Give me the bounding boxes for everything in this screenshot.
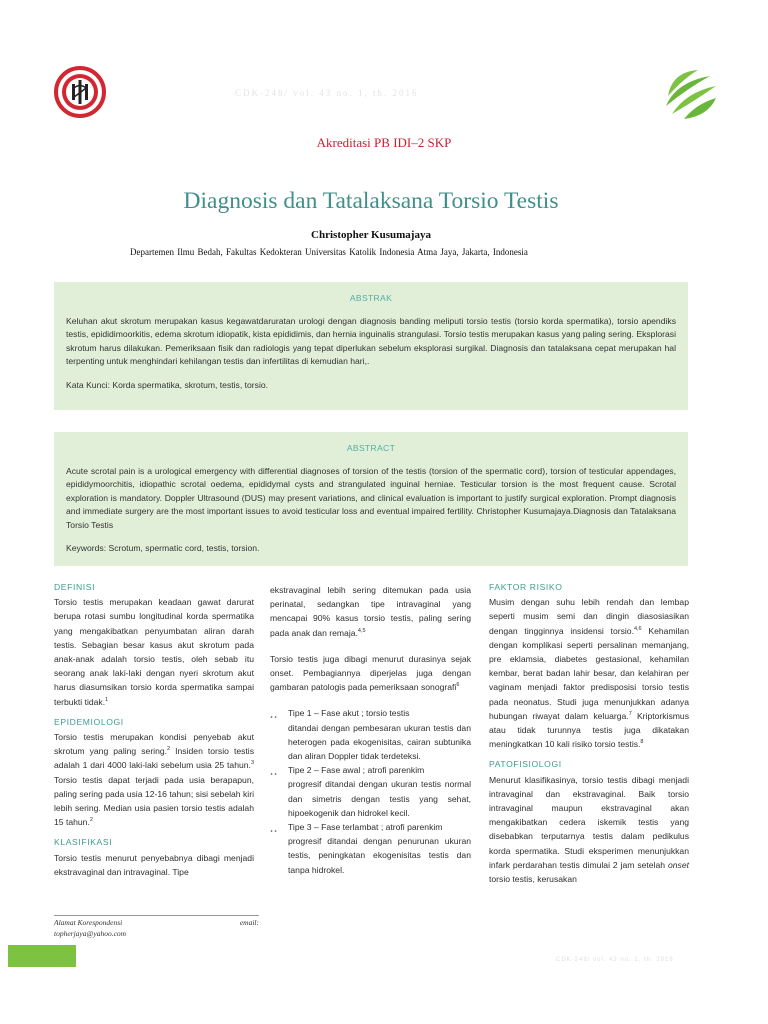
citation-ref: 2 bbox=[167, 746, 171, 753]
article-affiliation: Departemen Ilmu Bedah, Fakultas Kedokteran Universitas Katolik Indonesia Atma Jaya, Jakarta, Indonesia bbox=[130, 247, 528, 257]
klas-cont-text: ekstravaginal lebih sering ditemukan pada usia perinatal, sedangkan tipe intravaginal yang mencapai 90% kasus torsio testis, paling sering pada anak dan remaja. bbox=[270, 585, 471, 638]
pato-text-a: Menurut klasifikasinya, torsio testis dibagi menjadi intravaginal dan ekstravaginal. Baik torsio intravaginal maupun ekstravaginal akan mengakibatkan cedera iskemik testis yang disebabkan terputarnya testis dalam pedikulus korda spermatika. Studi eksperimen menunjukkan infark perdarahan testis dimulai 2 jam setelah bbox=[489, 774, 689, 870]
list-item-type1-title bbox=[270, 706, 471, 720]
pato-onset: onset bbox=[667, 859, 689, 870]
list-item-type3-title bbox=[270, 820, 471, 834]
abstract-box bbox=[54, 432, 688, 566]
citation-ref: 6 bbox=[456, 682, 460, 689]
type1-title: Tipe 1 – Fase akut ; torsio testis bbox=[288, 708, 410, 719]
footer-journal-ref: CDK-248/ vol. 43 no. 1, th. 2016 bbox=[556, 957, 674, 963]
citation-ref: 7 bbox=[628, 710, 632, 717]
definisi-paragraph bbox=[54, 595, 254, 709]
epid-text-b: Insiden torsio testis adalah 1 dari 4000 laki-laki sebelum usia 25 tahun. bbox=[54, 746, 255, 771]
list-marker: ¸¸ bbox=[270, 765, 278, 776]
accreditation-label: Akreditasi PB IDI–2 SKP bbox=[316, 135, 452, 150]
abstract-text: Acute scrotal pain is a urological emergency with differential diagnoses of torsion of the testis (torsion of the spermatic cord), torsion of testicular appendages, epididymoorchitis, idiopathic scrotal oedema, epididymal cysts and strangulated inguinal herniae. Testicular torsion is the most frequent cause. Scrotal exploration is mandatory. Doppler Ultrasound (DUS) may present variations, and clinical evaluation is important to justify surgical exploration. Prompt diagnosis and immediate surgery are the most important issues to avoid testicular loss and eventual impaired fertility. Christopher Kusumajaya.Diagnosis dan Tatalaksana Torsio Testis bbox=[66, 465, 676, 530]
faktor-text-c: Kriptorkismus atau tidak turunnya testis juga dikatakan meningkatkan 10 kali risiko torsio testis. bbox=[489, 710, 689, 750]
pato-text-b: torsio testis, kerusakan bbox=[489, 874, 577, 885]
epid-text-a: Torsio testis merupakan kondisi penyebab akut skrotum yang paling sering. bbox=[54, 732, 254, 757]
list-item-type2-title bbox=[270, 763, 471, 777]
idi-logo bbox=[54, 66, 106, 118]
list-item-type1-body: ditandai dengan pembesaran ukuran testis dan heterogen pada ekogenisitas, cairan subtunika dan aliran Doppler tidak terdeteksi. bbox=[288, 722, 471, 762]
cdk-globe-logo bbox=[662, 66, 718, 120]
list-item-type3-body: progresif ditandai dengan penurunan ukuran testis, peningkatan ekogenisitas testis dan tanpa hidrokel. bbox=[288, 836, 471, 875]
abstrak-keywords: Kata Kunci: Korda spermatika, skrotum, testis, torsio. bbox=[66, 379, 269, 390]
email-label: email: bbox=[239, 918, 259, 927]
type3-title: Tipe 3 – Fase terlambat ; atrofi parenkim bbox=[288, 822, 443, 833]
citation-ref: 8 bbox=[640, 739, 644, 746]
klasifikasi-paragraph-cont bbox=[270, 583, 471, 640]
citation-ref: 3 bbox=[250, 760, 254, 767]
section-heading-patofisiologi: PATOFISIOLOGI bbox=[489, 759, 562, 770]
abstract-keywords: Keywords: Scrotum, spermatic cord, testis, torsion. bbox=[66, 543, 260, 553]
abstrak-box bbox=[54, 282, 688, 410]
section-heading-klasifikasi: KLASIFIKASI bbox=[54, 837, 113, 848]
section-heading-faktor-risiko: FAKTOR RISIKO bbox=[489, 582, 563, 592]
header-journal-ref: CDK-248/ vol. 43 no. 1, th. 2016 bbox=[235, 88, 419, 98]
section-heading-epidemiologi: EPIDEMIOLOGI bbox=[54, 716, 124, 727]
citation-ref: 4,6 bbox=[633, 625, 642, 632]
article-author: Christopher Kusumajaya bbox=[311, 229, 431, 241]
patofisiologi-paragraph bbox=[489, 773, 689, 887]
citation-ref: 4,5 bbox=[357, 627, 366, 634]
citation-ref: 2 bbox=[89, 817, 93, 824]
correspondence-footnote bbox=[54, 915, 259, 939]
faktor-risiko-paragraph bbox=[489, 595, 689, 751]
body-column-2 bbox=[270, 583, 471, 877]
abstrak-heading: ABSTRAK bbox=[349, 293, 393, 303]
faktor-text-a: Musim dengan suhu lebih rendah dan lembap seperti musim semi dan dingin diasosiasikan dengan tingginnya insidensi torsio. bbox=[489, 597, 689, 636]
durasi-paragraph bbox=[270, 652, 471, 695]
klasifikasi-paragraph: Torsio testis menurut penyebabnya dibagi menjadi ekstravaginal dan intravaginal. Tipe bbox=[54, 852, 254, 877]
epid-text-c: Torsio testis dapat terjadi pada usia berapapun, paling sering pada usia 12-16 tahun; sisi sebelah kiri lebih sering. Median usia pasien torsio testis adalah 15 tahun. bbox=[54, 774, 254, 828]
list-marker: ¸¸ bbox=[270, 822, 278, 833]
list-marker: ¸¸ bbox=[270, 708, 278, 719]
correspondence-email: topherjaya@yahoo.com bbox=[54, 929, 127, 938]
abstract-heading: ABSTRACT bbox=[346, 443, 396, 453]
correspondence-label: Alamat Korespondensi bbox=[54, 918, 123, 927]
type2-title: Tipe 2 – Fase awal ; atrofi parenkim bbox=[288, 765, 425, 776]
abstrak-text: Keluhan akut skrotum merupakan kasus kegawatdaruratan urologi dengan diagnosis banding meliputi torsio testis (torsio korda spermatika), torsio apendiks testis, epididimoorkitis, edema skrotum idiopatik, kista epididimis, dan hernia inguinalis strangulasi. Torsio testis merupakan kasus yang paling sering. Eksplorasi skrotum harus dilakukan. Pemeriksaan fisik dan radiologis yang tepat diperlukan sebelum eksplorasi surgikal. Diagnosis dan tatalaksana cepat merupakan hal terpenting untuk menghindari kehilangan testis dan infertilitas di kemudian hari,. bbox=[66, 315, 676, 366]
body-column-3 bbox=[489, 580, 689, 886]
section-heading-definisi: DEFINISI bbox=[54, 582, 96, 592]
article-title: Diagnosis dan Tatalaksana Torsio Testis bbox=[183, 188, 559, 214]
definisi-text: Torsio testis merupakan keadaan gawat darurat berupa rotasi sumbu longitudinal korda spermatika yang mengakibatkan penyumbatan aliran darah testis. Sebagian besar kasus akut skrotum pada anak-anak adalah torsio testis, oleh sebab itu seorang anak laki-laki dengan nyeri skrotum akut harus diasumsikan torsio korda spermatika sampai terbukti tidak. bbox=[54, 597, 254, 707]
page-number-bar bbox=[8, 945, 76, 967]
list-item-type2-body: progresif ditandai dengan ukuran testis normal dan simetris dengan testis yang sehat, hipoekogenik dan hidrokel kecil. bbox=[288, 779, 471, 818]
body-column-1 bbox=[54, 580, 254, 879]
epidemiologi-paragraph bbox=[54, 730, 254, 829]
durasi-text: Torsio testis juga dibagi menurut durasinya sejak onset. Pembagiannya diperjelas juga dengan gambaran patologis pada pemeriksaan sonografi bbox=[270, 653, 471, 693]
faktor-text-b: Kehamilan dengan komplikasi seperti persalinan memanjang, pre eklamsia, diabetes gestasional, kehamilan kembar, berat badan lahir besar, dan kelahiran per vaginam menjadi faktor predisposisi torsio testis pada neonatus. Studi juga menunjukkan adanya hubungan riwayat dalam keluarga. bbox=[489, 625, 689, 721]
citation-ref: 1 bbox=[105, 696, 109, 703]
